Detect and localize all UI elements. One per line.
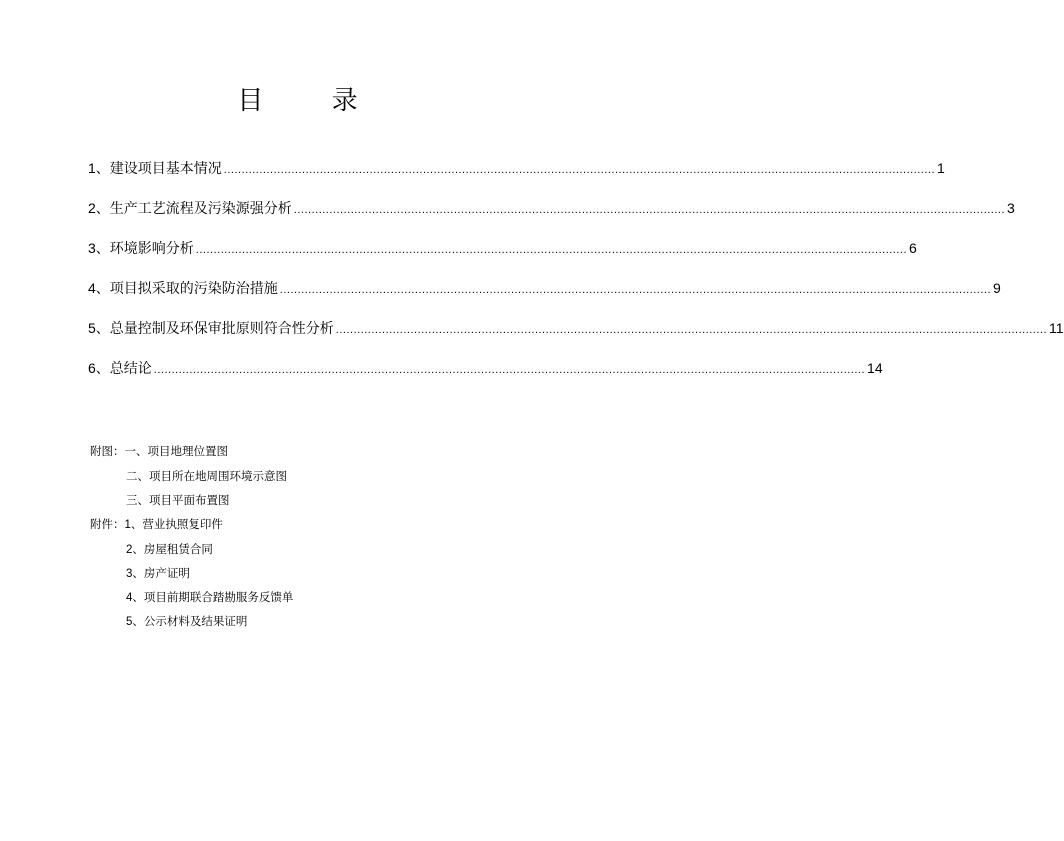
toc-entry-number: 3、 xyxy=(88,240,110,256)
attachment-item xyxy=(126,541,213,557)
figures-heading: 附图： xyxy=(90,444,125,458)
toc-leader-dots: ........................................................................................................................................................................................................ xyxy=(153,364,866,376)
toc-entry-page: 3 xyxy=(1007,200,1015,216)
toc-entry-page: 11 xyxy=(1049,320,1064,336)
toc-entry[interactable] xyxy=(88,238,917,258)
toc-entry-page: 6 xyxy=(909,240,917,256)
toc-entry-title: 项目拟采取的污染防治措施 xyxy=(109,281,278,297)
attachments-heading: 附件： xyxy=(90,517,125,531)
attachment-item xyxy=(126,589,293,605)
toc-leader-dots: ........................................................................................................................................................................................................ xyxy=(223,164,936,176)
toc-entry-title: 生产工艺流程及污染源强分析 xyxy=(109,201,292,217)
attachment-item xyxy=(126,613,247,629)
toc-entry[interactable] xyxy=(88,278,1001,298)
attachment-item xyxy=(126,565,190,581)
toc-entry-title: 总量控制及环保审批原则符合性分析 xyxy=(109,321,334,337)
figure-item: 二、项目所在地周围环境示意图 xyxy=(126,469,287,483)
attachment-number: 5、 xyxy=(126,616,144,628)
toc-leader-dots: ........................................................................................................................................................................................................ xyxy=(279,284,992,296)
toc-entry-number: 1、 xyxy=(88,160,110,176)
toc-entry-page: 9 xyxy=(993,280,1001,296)
toc-entry[interactable] xyxy=(88,198,1015,218)
attachment-number: 4、 xyxy=(126,592,144,604)
attachment-text: 项目前期联合踏勘服务反馈单 xyxy=(143,590,294,604)
figure-item: 三、项目平面布置图 xyxy=(126,493,230,507)
toc-entry-title: 总结论 xyxy=(109,361,152,377)
toc-entry-title: 环境影响分析 xyxy=(109,241,194,257)
toc-leader-dots: ........................................................................................................................................................................................................ xyxy=(335,324,1048,336)
toc-entry-number: 6、 xyxy=(88,360,110,376)
toc-entry-number: 4、 xyxy=(88,280,110,296)
toc-entry[interactable] xyxy=(88,358,883,378)
attachment-number: 2、 xyxy=(126,544,144,556)
attachment-text: 营业执照复印件 xyxy=(142,517,223,531)
attachment-number: 1、 xyxy=(124,519,143,531)
toc-leader-dots: ........................................................................................................................................................................................................ xyxy=(195,244,908,256)
attachment-text: 公示材料及结果证明 xyxy=(143,614,248,628)
toc-leader-dots: ........................................................................................................................................................................................................ xyxy=(293,204,1006,216)
toc-entry-page: 1 xyxy=(937,160,945,176)
toc-entry-number: 2、 xyxy=(88,200,110,216)
attachments-list-first xyxy=(90,516,223,532)
attachment-number: 3、 xyxy=(126,568,144,580)
toc-entry[interactable] xyxy=(88,158,945,178)
toc-entry-title: 建设项目基本情况 xyxy=(109,161,222,177)
figures-list-first xyxy=(90,443,228,459)
attachment-text: 房屋租赁合同 xyxy=(143,542,213,556)
page-title: 目 录 xyxy=(237,86,388,116)
figure-item: 一、项目地理位置图 xyxy=(124,444,228,458)
attachment-text: 房产证明 xyxy=(143,566,190,580)
toc-entry-page: 14 xyxy=(867,360,883,376)
toc-entry-number: 5、 xyxy=(88,320,110,336)
toc-entry[interactable] xyxy=(88,318,1064,338)
